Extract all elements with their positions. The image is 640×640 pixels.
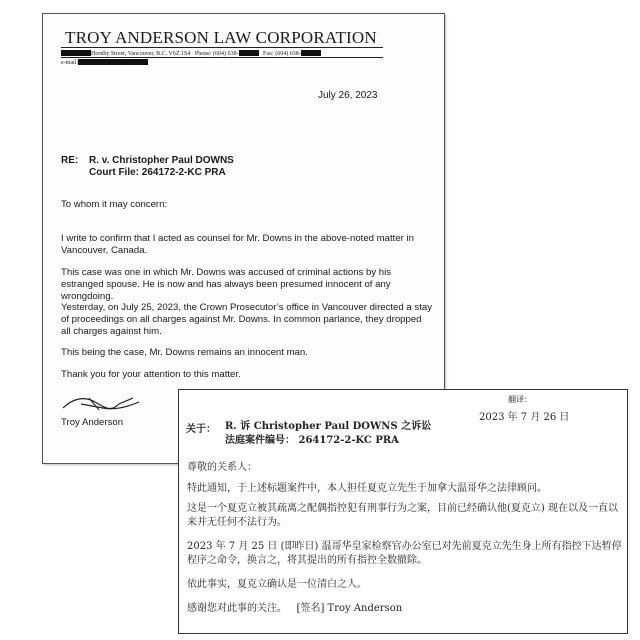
handwritten-signature [59,392,149,416]
translation-re-label: 关于： [186,424,216,435]
letterhead-email-label: e-mail: [61,60,78,66]
translation-paragraph: 2023 年 7 月 25 日 (即昨日) 温哥华皇家检察官办公室已对先前夏克立先生身上所有指控下达暂停程序之命令，换言之，将其提出的所有指控全数撤除。 [187,541,622,566]
letter-salutation: To whom it may concern: [61,199,168,210]
redaction-bar [301,50,321,56]
redaction-bar [239,50,259,56]
redaction-bar [61,50,91,56]
re-court-file: Court File: 264172-2-KC PRA [89,167,226,178]
translation-re-block [225,420,431,448]
re-case-title: R. v. Christopher Paul DOWNS [89,155,234,166]
re-label: RE: [61,155,79,166]
translation-paragraph: 这是一个夏克立被其疏离之配偶指控犯有刑事行为之案，目前已经确认他(夏克立) 现在以及一直以来并无任何不法行为。 [187,503,618,528]
letterhead-rule [61,57,383,58]
letterhead-phone: Phone: (604) 638- [194,51,239,57]
letter-closing: Thank you for your attention to this matter. [61,369,241,380]
letter-date: July 26, 2023 [318,90,378,101]
translation-paragraph: 特此通知，于上述标题案件中，本人担任夏克立先生于加拿大温哥华之法律顾问。 [187,483,547,494]
translation-title: 翻译： [508,395,532,404]
letterhead-firm-name: TROY ANDERSON LAW CORPORATION [65,28,377,47]
letterhead-rule [61,47,383,48]
translation-re-court-file: 法庭案件编号： 264172-2-KC PRA [225,435,399,446]
letter-paragraph: This case was one in which Mr. Downs was accused of criminal actions by his estranged spouse. He is now and has always been presumed innocent of any wrongdoing. [61,267,392,302]
redaction-bar [78,59,148,65]
translation-closing: 感谢您对此事的关注。 [187,603,287,614]
letter-signer-name: Troy Anderson [61,417,124,428]
letter-paragraph: I write to confirm that I acted as counsel for Mr. Downs in the above-noted matter in Vancouver, Canada. [61,233,415,256]
letter-paragraph: Yesterday, on July 25, 2023, the Crown Prosecutor’s office in Vancouver directed a stay of proceedings on all charges against Mr. Downs. In common parlance, they dropped all charges against him. [61,302,432,337]
translation-signature: [签名] Troy Anderson [296,603,403,614]
translation-date: 2023 年 7 月 26 日 [479,412,570,423]
letter-paragraph: This being the case, Mr. Downs remains an innocent man. [61,347,308,358]
letterhead-address: Hornby Street, Vancouver, B.C. V6Z 1S4 [91,51,191,57]
re-block [89,155,234,179]
translation-salutation: 尊敬的关系人： [187,462,257,473]
translation-closing-line [187,599,402,614]
translation-re-case: R. 诉 Christopher Paul DOWNS 之诉讼 [225,421,432,432]
letterhead-fax: Fax: (604) 638- [263,51,301,57]
chinese-translation-box [178,389,628,634]
letterhead-email-line [61,59,148,66]
letterhead-address-line [61,50,321,57]
translation-paragraph: 依此事实，夏克立确认是一位清白之人。 [187,579,367,590]
